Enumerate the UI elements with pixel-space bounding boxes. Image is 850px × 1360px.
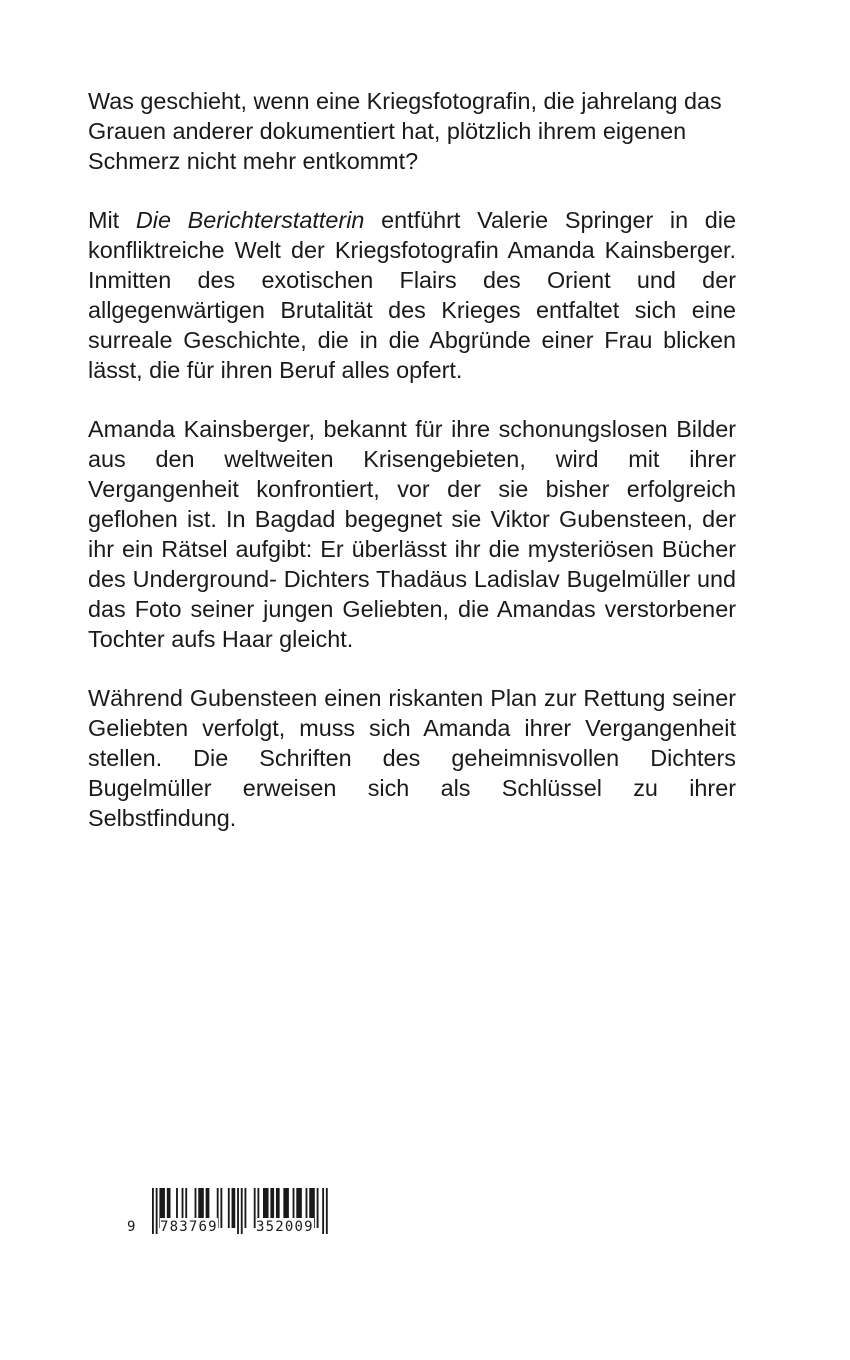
intro-prefix: Mit (88, 207, 136, 233)
barcode-first-digit: 9 (127, 1219, 137, 1235)
back-cover-blurb (88, 86, 736, 862)
barcode-bar (317, 1188, 319, 1228)
blurb-paragraph-plot: Amanda Kainsberger, bekannt für ihre schonungslosen Bilder aus den weltweiten Krisengebieten, wird mit ihrer Vergangenheit konfrontiert, vor der sie bisher erfolgreich geflohen ist. In Bagdad begegnet sie Viktor Gubensteen, der ihr ein Rätsel aufgibt: Er überlässt ihr die mysteriösen Bücher des Underground- Dichters Thadäus Ladislav Bugelmüller und das Foto seiner jungen Geliebten, die Amandas verstorbener Tochter aufs Haar gleicht. (88, 416, 736, 652)
barcode-guard-bar (237, 1188, 239, 1234)
barcode-left-digits: 783769 (160, 1219, 218, 1235)
barcode-guard-bar (156, 1188, 158, 1234)
blurb-paragraph-intro (88, 205, 736, 385)
barcode-bar (245, 1188, 247, 1228)
intro-text: entführt Valerie Springer in die konfliktreiche Welt der Kriegsfotografin Amanda Kainsberger. Inmitten des exotischen Flairs des Orient und der allgegenwärtigen Brutalität des Krieges entfaltet sich eine surreale Geschichte, die in die Abgründe einer Frau blicken lässt, die für ihren Beruf alles opfert. (88, 207, 737, 383)
barcode-guard-bar (322, 1188, 324, 1234)
barcode-bar (232, 1188, 236, 1228)
barcode-bar (220, 1188, 222, 1228)
book-title: Die Berichterstatterin (135, 207, 365, 233)
barcode-guard-bar (152, 1188, 154, 1234)
barcode-bar (228, 1188, 230, 1228)
blurb-paragraph-question: Was geschieht, wenn eine Kriegsfotografin, die jahrelang das Grauen anderer dokumentiert hat, plötzlich ihrem eigenen Schmerz nicht mehr entkommt? (88, 88, 722, 174)
barcode-guard-bar (326, 1188, 328, 1234)
barcode-right-digits: 352009 (256, 1219, 314, 1235)
blurb-paragraph-outlook: Während Gubensteen einen riskanten Plan zur Rettung seiner Geliebten verfolgt, muss sich Amanda ihrer Vergangenheit stellen. Die Schriften des geheimnisvollen Dichters Bugelmüller erweisen sich als Schlüssel zu ihrer Selbstfindung. (88, 685, 736, 831)
barcode-guard-bar (241, 1188, 243, 1234)
